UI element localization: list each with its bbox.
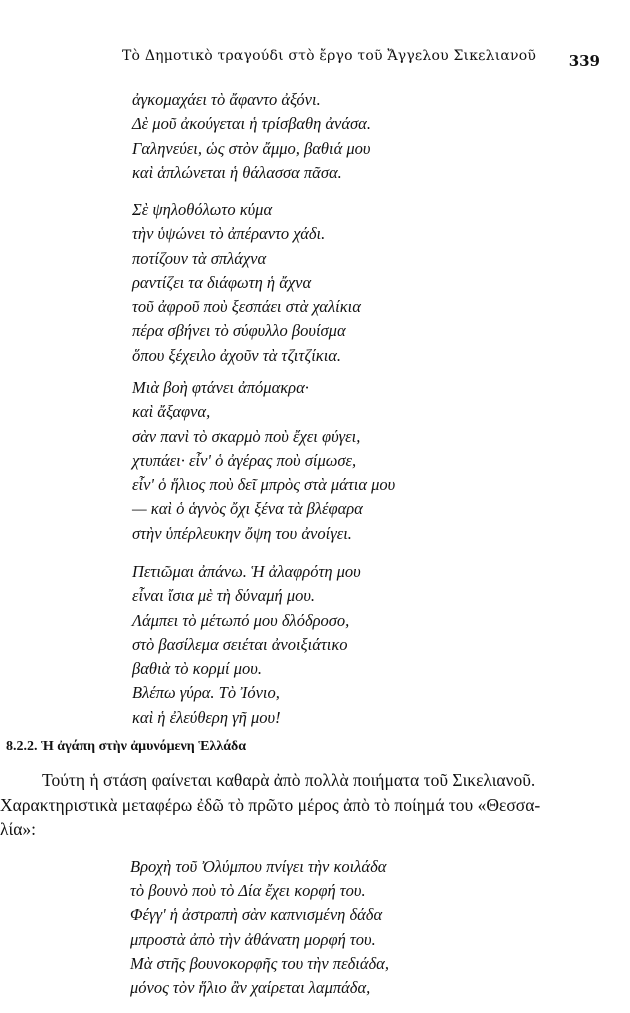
verse-line: Φέγγ' ἡ ἀστραπὴ σὰν καπνισμένη δάδα — [130, 905, 383, 925]
verse-line: καὶ ἄξαφνα, — [132, 402, 211, 422]
verse-line: πέρα σβήνει τὸ σύφυλλο βουίσμα — [132, 321, 346, 341]
verse-line: Μὰ στῆς βουνοκορφῆς του τὴν πεδιάδα, — [130, 953, 389, 973]
verse-line: Γαληνεύει, ὡς στὸν ἄμμο, βαθιά μου — [132, 138, 371, 158]
verse-line: ὅπου ξέχειλο ἀχοῦν τὰ τζιτζίκια. — [132, 345, 342, 365]
verse-line: στὸ βασίλεμα σειέται ἀνοιξιάτικο — [132, 634, 348, 654]
verse-line: Βροχὴ τοῦ Ὀλύμπου πνίγει τὴν κοιλάδα — [130, 857, 387, 876]
verse-line: Σὲ ψηλοθόλωτο κύμα — [132, 200, 273, 219]
poem-stanza-1 — [132, 88, 371, 185]
verse-line: τὴν ὑψώνει τὸ ἀπέραντο χάδι. — [132, 224, 326, 244]
verse-line: Μιὰ βοὴ φτάνει ἀπόμακρα· — [132, 378, 309, 397]
verse-line: εἶναι ἴσια μὲ τὴ δύναμή μου. — [132, 586, 316, 606]
verse-line: καὶ ἡ ἐλεύθερη γῆ μου! — [132, 707, 281, 727]
verse-line: εἶν' ὁ ἥλιος ποὺ δεῖ μπρὸς στὰ μάτια μου — [132, 475, 396, 495]
verse-line: μπροστὰ ἀπὸ τὴν ἀθάνατη μορφή του. — [130, 929, 376, 949]
verse-line: ποτίζουν τὰ σπλάχνα — [132, 248, 267, 268]
verse-line: Λάμπει τὸ μέτωπό μου δλόδροσο, — [132, 610, 350, 630]
verse-line: — καὶ ὁ ἁγνὸς ὄχι ξένα τὰ βλέφαρα — [132, 499, 363, 519]
verse-line: βαθιὰ τὸ κορμί μου. — [132, 659, 262, 679]
quoted-poem-thessalia — [130, 855, 389, 1000]
verse-line: Βλέπω γύρα. Τὸ Ἰόνιο, — [132, 683, 280, 703]
poem-stanza-3 — [132, 376, 395, 546]
verse-line: χτυπάει· εἶν' ὁ ἀγέρας ποὺ σίμωσε, — [132, 450, 357, 470]
verse-line: μόνος τὸν ἥλιο ἂν χαίρεται λαμπάδα, — [130, 978, 371, 998]
verse-line: ἀγκομαχάει τὸ ἄφαντο ἀξόνι. — [132, 90, 321, 109]
verse-line: στὴν ὑπέρλευκην ὄψη του ἀνοίγει. — [132, 523, 352, 543]
section-heading: 8.2.2. Ἡ ἀγάπη στὴν ἀμυνόμενη Ἑλλάδα — [6, 739, 247, 754]
running-title: Τὸ Δημοτικὸ τραγούδι στὸ ἔργο τοῦ Ἄγγελου Σικελιανοῦ — [122, 48, 537, 64]
paragraph-line: λία»: — [0, 819, 36, 839]
page-number: 339 — [568, 52, 600, 70]
paragraph-line: Τούτη ἡ στάση φαίνεται καθαρὰ ἀπὸ πολλὰ ποιήματα τοῦ Σικελιανοῦ. — [42, 770, 536, 790]
verse-line: σὰν πανὶ τὸ σκαρμὸ ποὺ ἔχει φύγει, — [132, 426, 361, 446]
running-header — [0, 44, 630, 68]
verse-line: τὸ βουνὸ ποὺ τὸ Δία ἔχει κορφή του. — [130, 881, 366, 901]
verse-line: Πετιῶμαι ἀπάνω. Ἡ ἀλαφρότη μου — [132, 562, 361, 581]
body-paragraph — [0, 768, 630, 842]
paragraph-line: Χαρακτηριστικὰ μεταφέρω ἐδῶ τὸ πρῶτο μέρος ἀπὸ τὸ ποίημά του «Θεσσα- — [0, 794, 541, 815]
verse-line: Δὲ μοῦ ἀκούγεται ἡ τρίσβαθη ἀνάσα. — [132, 114, 371, 134]
verse-line: τοῦ ἀφροῦ ποὺ ξεσπάει στὰ χαλίκια — [132, 297, 361, 317]
verse-line: ραντίζει τα διάφωτη ἡ ἄχνα — [132, 272, 312, 292]
poem-stanza-2 — [132, 198, 361, 368]
poem-stanza-4 — [132, 560, 361, 730]
verse-line: καὶ ἁπλώνεται ἡ θάλασσα πᾶσα. — [132, 162, 342, 182]
